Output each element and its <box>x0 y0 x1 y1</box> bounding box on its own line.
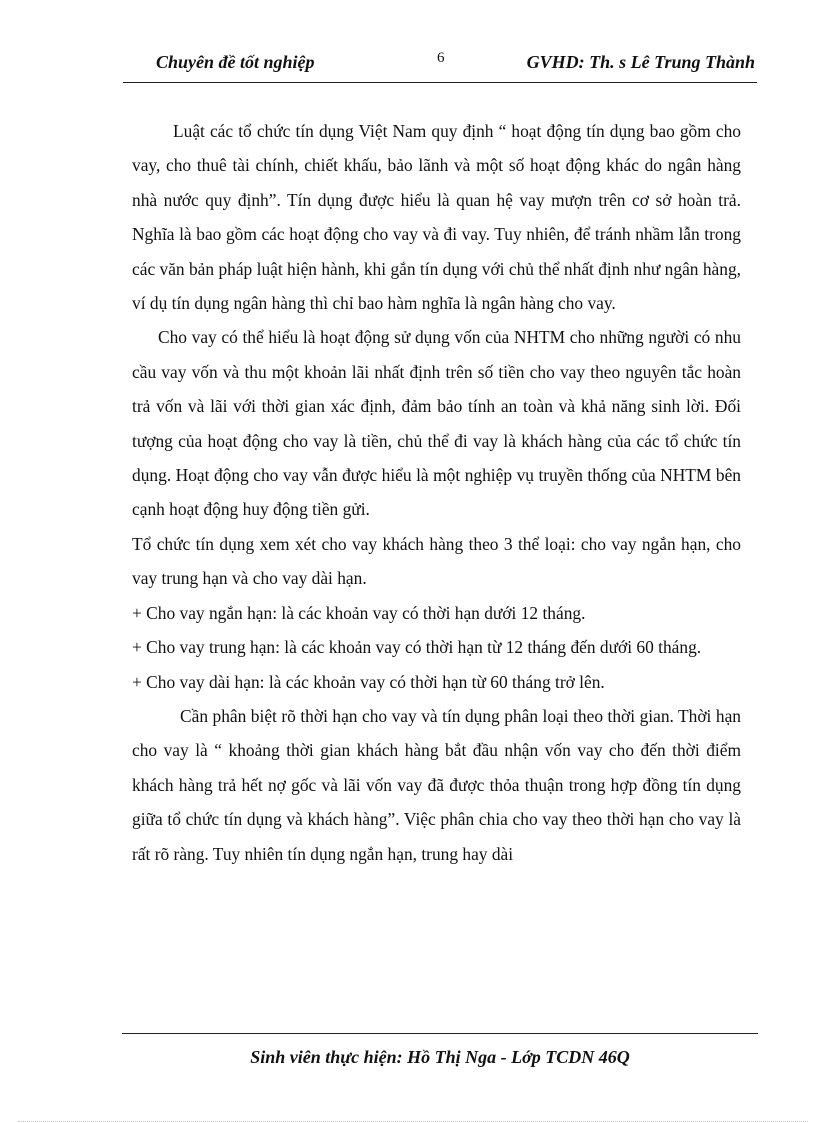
header-supervisor: GVHD: Th. s Lê Trung Thành <box>526 52 755 72</box>
paragraph-loan-categories: Tổ chức tín dụng xem xét cho vay khách hàng theo 3 thể loại: cho vay ngắn hạn, cho vay trung hạn và cho vay dài hạn. <box>132 533 741 589</box>
list-item-long-term: + Cho vay dài hạn: là các khoản vay có thời hạn từ 60 tháng trở lên. <box>132 671 605 692</box>
page-footer: Sinh viên thực hiện: Hồ Thị Nga - Lớp TCDN 46Q <box>250 1047 630 1067</box>
page-edge-divider <box>18 1121 808 1122</box>
header-document-type: Chuyên đề tốt nghiệp <box>156 52 315 72</box>
page-header <box>123 50 757 80</box>
body-text <box>132 114 741 871</box>
paragraph-loan-term-distinction: Cần phân biệt rõ thời hạn cho vay và tín dụng phân loại theo thời gian. Thời hạn cho vay là “ khoảng thời gian khách hàng bắt đầu nhận vốn vay cho đến thời điểm khách hàng trả hết nợ gốc và lãi vốn vay đã được thỏa thuận trong hợp đồng tín dụng giữa tổ chức tín dụng và khách hàng”. Việc phân chia cho vay theo thời hạn cho vay là rất rõ ràng. Tuy nhiên tín dụng ngắn hạn, trung hay dài <box>132 705 741 864</box>
paragraph-credit-definition: Luật các tổ chức tín dụng Việt Nam quy định “ hoạt động tín dụng bao gồm cho vay, cho thuê tài chính, chiết khấu, bảo lãnh và một số hoạt động khác do ngân hàng nhà nước quy định”. Tín dụng được hiểu là quan hệ vay mượn trên cơ sở hoàn trả. Nghĩa là bao gồm các hoạt động cho vay và đi vay. Tuy nhiên, để tránh nhầm lẫn trong các văn bản pháp luật hiện hành, khi gắn tín dụng với chủ thể nhất định như ngân hàng, ví dụ tín dụng ngân hàng thì chỉ bao hàm nghĩa là ngân hàng cho vay. <box>132 121 741 314</box>
footer-divider <box>122 1033 758 1034</box>
header-divider <box>123 82 757 83</box>
page-number: 6 <box>437 50 445 66</box>
list-item-short-term: + Cho vay ngắn hạn: là các khoản vay có thời hạn dưới 12 tháng. <box>132 602 586 623</box>
paragraph-lending-definition: Cho vay có thể hiểu là hoạt động sử dụng vốn của NHTM cho những người có nhu cầu vay vốn và thu một khoản lãi nhất định trên số tiền cho vay theo nguyên tắc hoàn trả vốn và lãi với thời gian xác định, đảm bảo tính an toàn và khả năng sinh lời. Đối tượng của hoạt động cho vay là tiền, chủ thể đi vay là khách hàng của các tổ chức tín dụng. Hoạt động cho vay vẫn được hiểu là một nghiệp vụ truyền thống của NHTM bên cạnh hoạt động huy động tiền gửi. <box>132 327 741 520</box>
list-item-medium-term: + Cho vay trung hạn: là các khoản vay có thời hạn từ 12 tháng đến dưới 60 tháng. <box>132 637 702 658</box>
